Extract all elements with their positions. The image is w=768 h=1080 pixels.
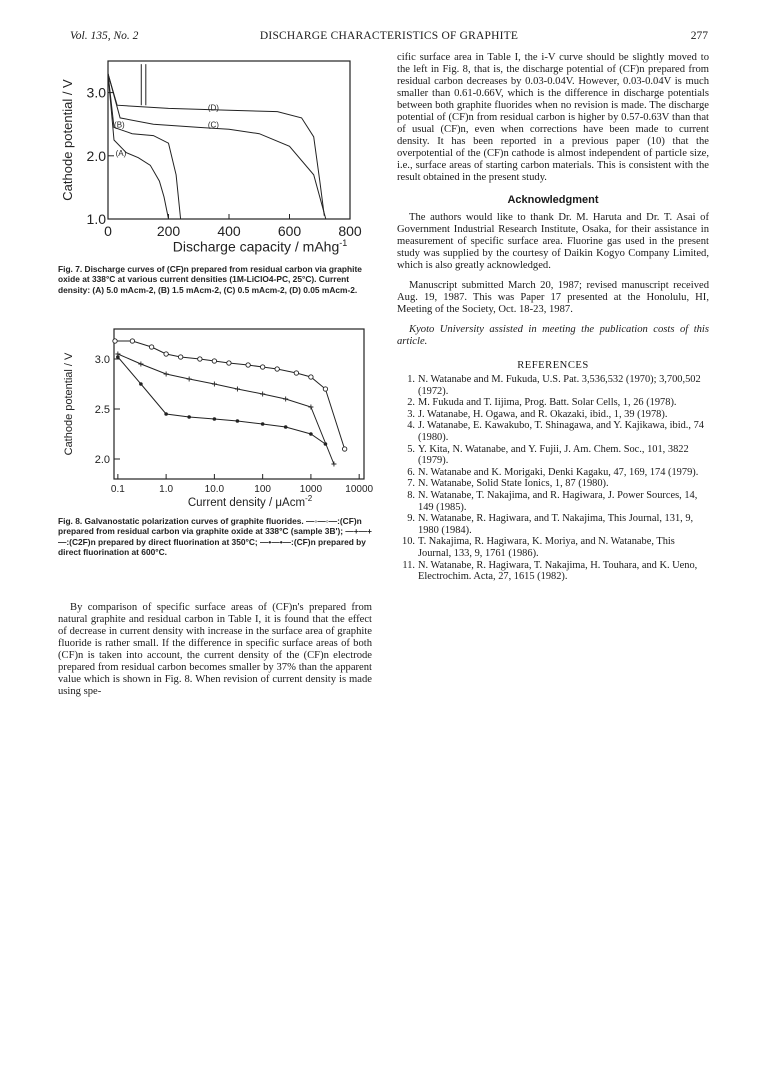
fig8-xtick-label: 1000	[299, 484, 323, 495]
fig8-point-circle	[227, 361, 231, 365]
fig8-point-plus	[308, 405, 313, 410]
reference-number: 11.	[402, 559, 415, 571]
reference-text: J. Watanabe, H. Ogawa, and R. Okazaki, ibid., 1, 39 (1978).	[418, 408, 668, 420]
reference-item	[397, 420, 709, 443]
fig8-xtick-label: 100	[254, 484, 271, 495]
reference-item	[397, 560, 709, 583]
fig7-curve-label: (B)	[114, 120, 125, 130]
fig8-point-dot	[309, 432, 313, 436]
fig8-point-dot	[139, 382, 143, 386]
fig8-point-circle	[164, 352, 168, 356]
reference-item	[397, 467, 709, 479]
fig7-curve-label: (A)	[115, 148, 127, 158]
journal-volume: Vol. 135, No. 2	[70, 30, 139, 42]
reference-number: 4.	[407, 420, 415, 432]
fig8-frame	[114, 329, 364, 479]
fig8-point-plus	[212, 382, 217, 387]
right-paragraph: cific surface area in Table I, the i-V curve should be slightly moved to the left in Fig. 8, that is, the discharge potential of (CF)n prepared from residual carbon decreases by 0.03-0.04V. However, 0.03-0.04V is much smaller than 0.61-0.66V, which is the difference in discharge potentials between both graphite fluorides when no revision is made. The discharge potential of (CF)n from residual carbon is higher by 0.57-0.63V than that of usual (CF)n, even when corrections have been made to current density. It has been reported in a previous paper (10) that the overpotential of the (CF)n cathode is almost independent of particle size, i.e., surface areas of starting carbon materials. This is consistent with the result obtained in the present study.	[397, 52, 709, 183]
fig8-point-circle	[198, 357, 202, 361]
fig8-point-circle	[246, 363, 250, 367]
assist-note: Kyoto University assisted in meeting the publication costs of this article.	[397, 324, 709, 347]
reference-item	[397, 478, 709, 490]
reference-text: N. Watanabe and K. Morigaki, Denki Kagaku, 47, 169, 174 (1979).	[418, 466, 699, 478]
reference-text: T. Nakajima, R. Hagiwara, K. Moriya, and N. Watanabe, This Journal, 133, 9, 1761 (1986).	[418, 536, 675, 559]
figure-7-chart	[58, 55, 378, 260]
running-header	[70, 30, 708, 46]
reference-text: N. Watanabe and M. Fukuda, U.S. Pat. 3,536,532 (1970); 3,700,502 (1972).	[418, 374, 701, 397]
reference-number: 7.	[407, 478, 415, 490]
fig8-point-circle	[130, 339, 134, 343]
fig8-point-plus	[235, 387, 240, 392]
fig8-point-circle	[212, 359, 216, 363]
reference-number: 2.	[407, 397, 415, 409]
running-title: DISCHARGE CHARACTERISTICS OF GRAPHITE	[259, 30, 519, 42]
reference-text: M. Fukuda and T. Iijima, Prog. Batt. Solar Cells, 1, 26 (1978).	[418, 397, 677, 409]
fig8-xtick-label: 1.0	[159, 484, 174, 495]
reference-text: N. Watanabe, T. Nakajima, and R. Hagiwara, J. Power Sources, 14, 149 (1985).	[418, 489, 698, 513]
fig7-series-line	[108, 74, 181, 219]
manuscript-note: Manuscript submitted March 20, 1987; revised manuscript received Aug. 19, 1987. This was Paper 17 presented at the Honolulu, HI, Meeting of the Society, Oct. 18-23, 1987.	[397, 280, 709, 315]
fig8-xtick-label: 10000	[345, 484, 374, 495]
reference-number: 3.	[407, 408, 415, 420]
fig8-caption: Fig. 8. Galvanostatic polarization curves of graphite fluorides. —◦—◦—:(CF)n prepared from residual carbon via graphite oxide at 338°C (sample 3B'); —+—+—:(C2F)n prepared by direct fluorination at 350°C; —•—•—:(CF)n prepared by direct fluorination at 600°C.	[58, 516, 372, 558]
fig8-xlabel	[130, 494, 370, 509]
fig8-xtick-label: 0.1	[110, 484, 125, 495]
left-body-text	[58, 602, 372, 698]
fig8-point-circle	[323, 387, 327, 391]
reference-number: 10.	[402, 536, 415, 548]
figure-8-chart	[58, 325, 378, 500]
fig7-xlabel	[145, 238, 375, 255]
fig8-xlabel-sup: -2	[305, 494, 313, 503]
fig8-ylabel: Cathode potential / V	[63, 352, 75, 456]
acknowledgment-text: The authors would like to thank Dr. M. Haruta and Dr. T. Asai of Government Industrial Research Institute, Osaka, for their assistance in measurement of specific surface area. Fluorine gas used in the present study was supplied by the courtesy of Daikin Kogyo Company Limited, which is also greatly acknowledged.	[397, 212, 709, 271]
fig8-point-dot	[213, 417, 217, 421]
fig7-series-line	[108, 74, 324, 216]
acknowledgment-heading: Acknowledgment	[507, 194, 599, 206]
reference-item	[397, 513, 709, 536]
references-list	[397, 374, 709, 583]
fig8-point-circle	[149, 345, 153, 349]
fig8-ytick-label: 3.0	[94, 354, 110, 366]
reference-number: 6.	[407, 466, 415, 478]
fig8-series-line	[118, 354, 334, 464]
fig7-series-line	[108, 74, 169, 219]
reference-text: N. Watanabe, Solid State Ionics, 1, 87 (1980).	[418, 478, 609, 490]
fig7-xtick-label: 400	[217, 223, 241, 239]
fig8-xtick-label: 10.0	[204, 484, 225, 495]
fig7-xtick-label: 0	[104, 223, 112, 239]
fig8-point-circle	[178, 355, 182, 359]
fig7-xtick-label: 200	[156, 223, 181, 239]
reference-number: 1.	[407, 374, 415, 385]
fig8-point-plus	[283, 397, 288, 402]
fig7-xtick-label: 800	[338, 223, 362, 239]
reference-number: 9.	[407, 513, 415, 525]
fig8-point-plus	[260, 392, 265, 397]
left-paragraph: By comparison of specific surface areas of (CF)n's prepared from natural graphite and residual carbon in Table I, it is found that the effect of decrease in current density with increase in the surface area of graphite fluoride is rather small. If the difference in specific surface areas of both (CF)n is taken into account, the current density of the (CF)n electrode prepared from residual carbon becomes smaller by 37% than the apparent value which is shown in Fig. 8. When revision of current density is made using spe-	[58, 602, 372, 697]
reference-text: N. Watanabe, R. Hagiwara, and T. Nakajima, This Journal, 131, 9, 1980 (1984).	[418, 513, 694, 536]
reference-text: Y. Kita, N. Watanabe, and Y. Fujii, J. Am. Chem. Soc., 101, 3822 (1979).	[418, 443, 689, 467]
fig7-series-line	[108, 74, 326, 219]
fig8-point-plus	[138, 362, 143, 367]
fig8-point-circle	[260, 365, 264, 369]
reference-text: N. Watanabe, R. Hagiwara, T. Nakajima, H. Touhara, and K. Ueno, Electrochim. Acta, 27, 1615 (1982).	[418, 559, 698, 583]
fig7-ytick-label: 2.0	[86, 147, 106, 164]
fig8-point-dot	[284, 425, 288, 429]
fig8-point-dot	[187, 415, 191, 419]
fig8-point-plus	[187, 377, 192, 382]
reference-item	[397, 409, 709, 421]
fig7-xtick-label: 600	[277, 223, 302, 239]
fig8-ytick-label: 2.0	[94, 454, 110, 466]
page-number: 277	[690, 30, 708, 42]
reference-item	[397, 490, 709, 513]
fig7-ylabel: Cathode potential / V	[60, 79, 75, 201]
fig8-point-circle	[113, 339, 117, 343]
figure-7	[58, 55, 378, 260]
fig8-point-dot	[236, 419, 240, 423]
fig7-xlabel-sup: -1	[339, 238, 348, 248]
fig8-point-circle	[275, 367, 279, 371]
reference-item	[397, 374, 709, 397]
fig7-curve-label: (C)	[207, 120, 219, 130]
fig8-point-plus	[164, 372, 169, 377]
fig8-point-plus	[331, 462, 336, 467]
fig8-xlabel-text: Current density / μAcm	[187, 496, 306, 509]
fig8-ytick-label: 2.5	[94, 404, 110, 416]
reference-number: 8.	[407, 489, 415, 501]
reference-item	[397, 536, 709, 559]
fig8-point-circle	[294, 371, 298, 375]
reference-item	[397, 444, 709, 467]
reference-number: 5.	[407, 443, 415, 455]
fig8-series-line	[118, 357, 326, 444]
fig8-point-dot	[324, 442, 328, 446]
fig7-curve-label: (D)	[207, 103, 219, 113]
references-heading: REFERENCES	[517, 360, 589, 371]
fig8-point-circle	[309, 375, 313, 379]
fig8-point-dot	[116, 355, 120, 359]
reference-text: J. Watanabe, E. Kawakubo, T. Shinagawa, and Y. Kajikawa, ibid., 74 (1980).	[418, 420, 704, 443]
fig8-point-dot	[261, 422, 265, 426]
figure-8	[58, 325, 378, 500]
fig7-ytick-label: 1.0	[86, 211, 106, 227]
right-column	[397, 52, 709, 583]
fig7-ytick-label: 3.0	[86, 84, 106, 101]
reference-item	[397, 397, 709, 409]
fig7-caption: Fig. 7. Discharge curves of (CF)n prepared from residual carbon via graphite oxide at 338°C at various current densities (1M-LiClO4-PC, 25°C). Current density: (A) 5.0 mAcm-2, (B) 1.5 mAcm-2, (C) 0.5 mAcm-2, (D) 0.05 mAcm-2.	[58, 264, 362, 295]
fig8-point-circle	[342, 447, 346, 451]
fig7-xlabel-text: Discharge capacity / mAhg	[172, 238, 340, 255]
fig8-point-dot	[164, 412, 168, 416]
